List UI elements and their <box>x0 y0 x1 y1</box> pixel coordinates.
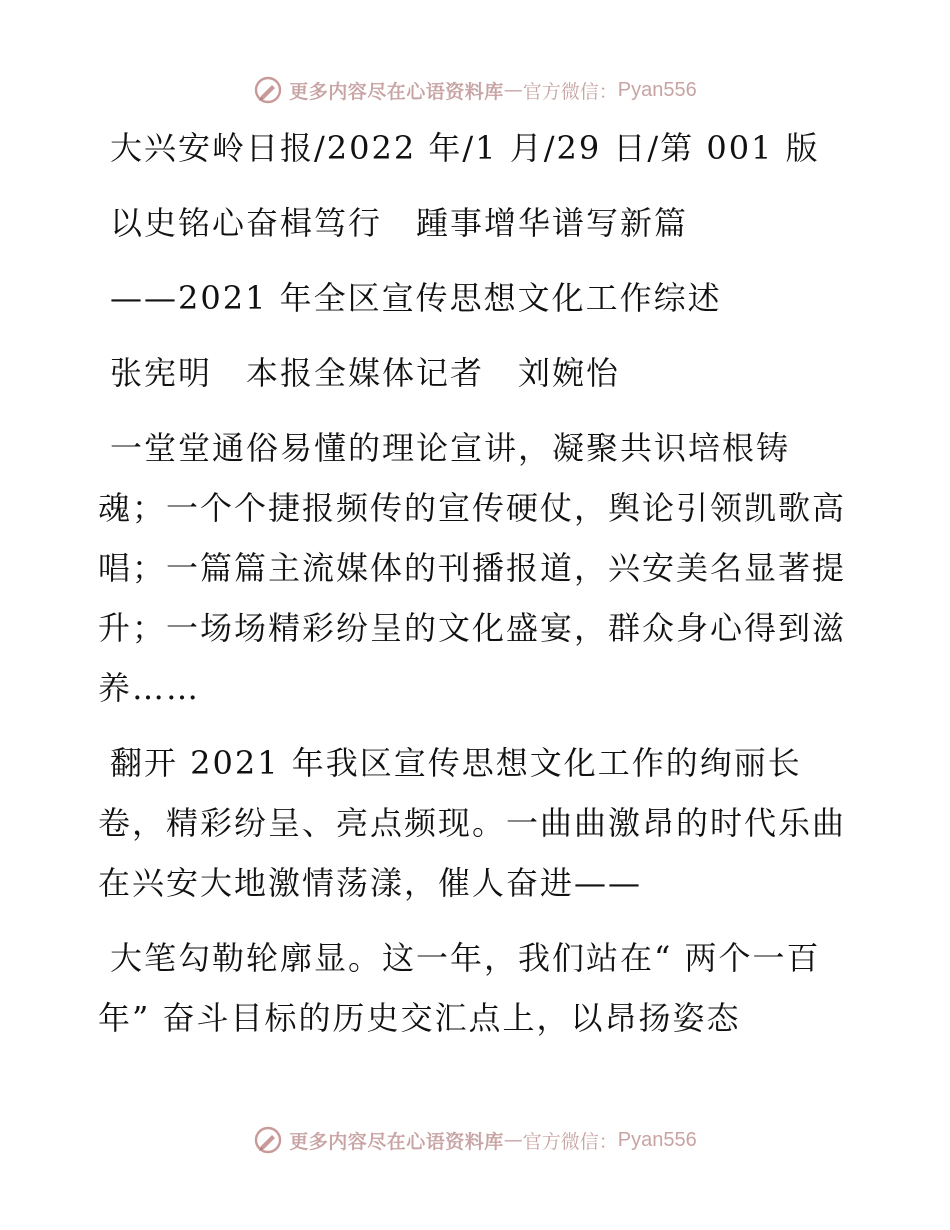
top-watermark-banner <box>0 70 950 110</box>
paragraph-3 <box>98 928 858 1048</box>
paragraph-line: 翻开 2021 年我区宣传思想文化工作的绚丽长 <box>110 744 802 782</box>
pen-logo-icon <box>253 1125 283 1155</box>
pen-logo-icon <box>253 75 283 105</box>
paragraph-line: 卷，精彩纷呈、亮点频现。一曲曲激昂的时代乐曲 <box>98 804 847 842</box>
paragraph-line: 升；一场场精彩纷呈的文化盛宴，群众身心得到滋 <box>98 609 847 647</box>
watermark-wechat-id: Pyan556 <box>617 1128 697 1151</box>
bottom-watermark-banner <box>0 1120 950 1160</box>
article-byline: 张宪明 本报全媒体记者 刘婉怡 <box>110 354 621 392</box>
paragraph-line: 魂；一个个捷报频传的宣传硬仗，舆论引领凯歌高 <box>98 489 847 527</box>
paragraph-1 <box>98 418 858 718</box>
watermark-separator: — <box>503 1129 523 1151</box>
article-title: 以史铭心奋楫笃行 踵事增华谱写新篇 <box>110 204 689 242</box>
article-subtitle: ——2021 年全区宣传思想文化工作综述 <box>110 279 722 317</box>
article-content <box>98 118 858 1048</box>
watermark-sub-text: 官方微信： <box>522 80 618 103</box>
watermark-separator: — <box>503 79 523 101</box>
paragraph-line: 一堂堂通俗易懂的理论宣讲，凝聚共识培根铸 <box>110 429 791 467</box>
paragraph-line: 唱；一篇篇主流媒体的刊播报道，兴安美名显著提 <box>98 549 847 587</box>
article-dateline: 大兴安岭日报/2022 年/1 月/29 日/第 001 版 <box>110 129 820 167</box>
paragraph-2 <box>98 733 858 913</box>
paragraph-line: 大笔勾勒轮廓显。这一年，我们站在“ 两个一百 <box>110 939 821 977</box>
paragraph-line: 在兴安大地激情荡漾，催人奋进—— <box>98 864 643 902</box>
watermark-main-text: 更多内容尽在心语资料库 <box>289 1130 504 1153</box>
paragraph-line: 养…… <box>98 669 201 707</box>
paragraph-line: 年” 奋斗目标的历史交汇点上，以昂扬姿态 <box>98 999 741 1037</box>
watermark-main-text: 更多内容尽在心语资料库 <box>289 80 504 103</box>
watermark-sub-text: 官方微信： <box>522 1130 618 1153</box>
watermark-wechat-id: Pyan556 <box>617 78 697 101</box>
